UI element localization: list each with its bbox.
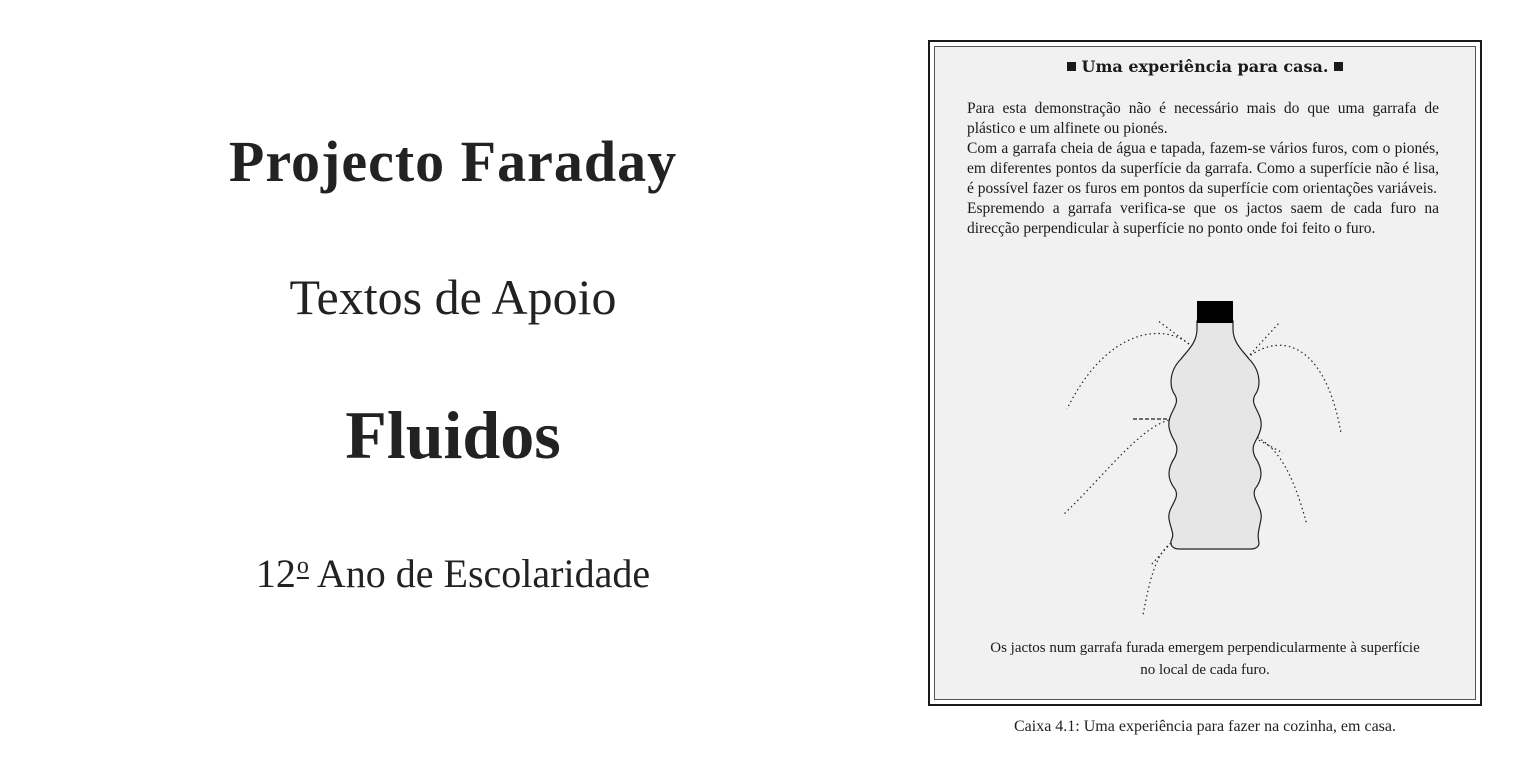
box-heading <box>935 57 1475 76</box>
square-bullet-icon <box>1334 62 1343 71</box>
box-paragraph-3: Espremendo a garrafa verifica-se que os jactos saem de cada furo na direcção perpendicular à superfície no ponto onde foi feito o furo. <box>967 200 1439 237</box>
grade-line <box>0 550 906 597</box>
box-paragraph-1: Para esta demonstração não é necessário mais do que uma garrafa de plástico e um alfinete ou pionés. <box>967 100 1439 137</box>
box-body <box>967 99 1439 239</box>
project-title: Projecto Faraday <box>228 129 678 194</box>
box-heading-text: Uma experiência para casa. <box>1081 57 1329 76</box>
jet-middle-left <box>1063 419 1173 515</box>
square-bullet-icon <box>1067 62 1076 71</box>
jet-upper-right-short <box>1247 323 1279 358</box>
subject-title: Fluidos <box>345 397 561 473</box>
experiment-box-inner <box>934 46 1476 700</box>
figure-caption: Os jactos num garrafa furada emergem perpendicularmente à superfície no local de cada furo. <box>990 640 1420 678</box>
subtitle: Textos de Apoio <box>289 269 617 325</box>
bottle-illustration <box>1055 293 1355 623</box>
bottle-body <box>1169 321 1261 549</box>
grade-text: Ano de Escolaridade <box>316 551 651 596</box>
jet-upper-left <box>1067 333 1189 409</box>
grade-number: 12 <box>255 551 296 596</box>
bottle-cap <box>1197 301 1233 323</box>
jet-bottom-short <box>1151 543 1171 565</box>
box-caption: Caixa 4.1: Uma experiência para fazer na cozinha, em casa. <box>1013 718 1396 735</box>
experiment-box <box>928 40 1482 706</box>
grade-ordinal: o <box>296 553 309 579</box>
box-paragraph-2: Com a garrafa cheia de água e tapada, fazem-se vários furos, com o pionés, em diferentes pontos da superfície da garrafa. Como a superfície não é lisa, é possível fazer os furos em pontos da superfície com orientações variáveis. <box>967 140 1439 197</box>
jet-upper-left-short <box>1157 320 1189 344</box>
jet-bottom <box>1143 543 1171 615</box>
